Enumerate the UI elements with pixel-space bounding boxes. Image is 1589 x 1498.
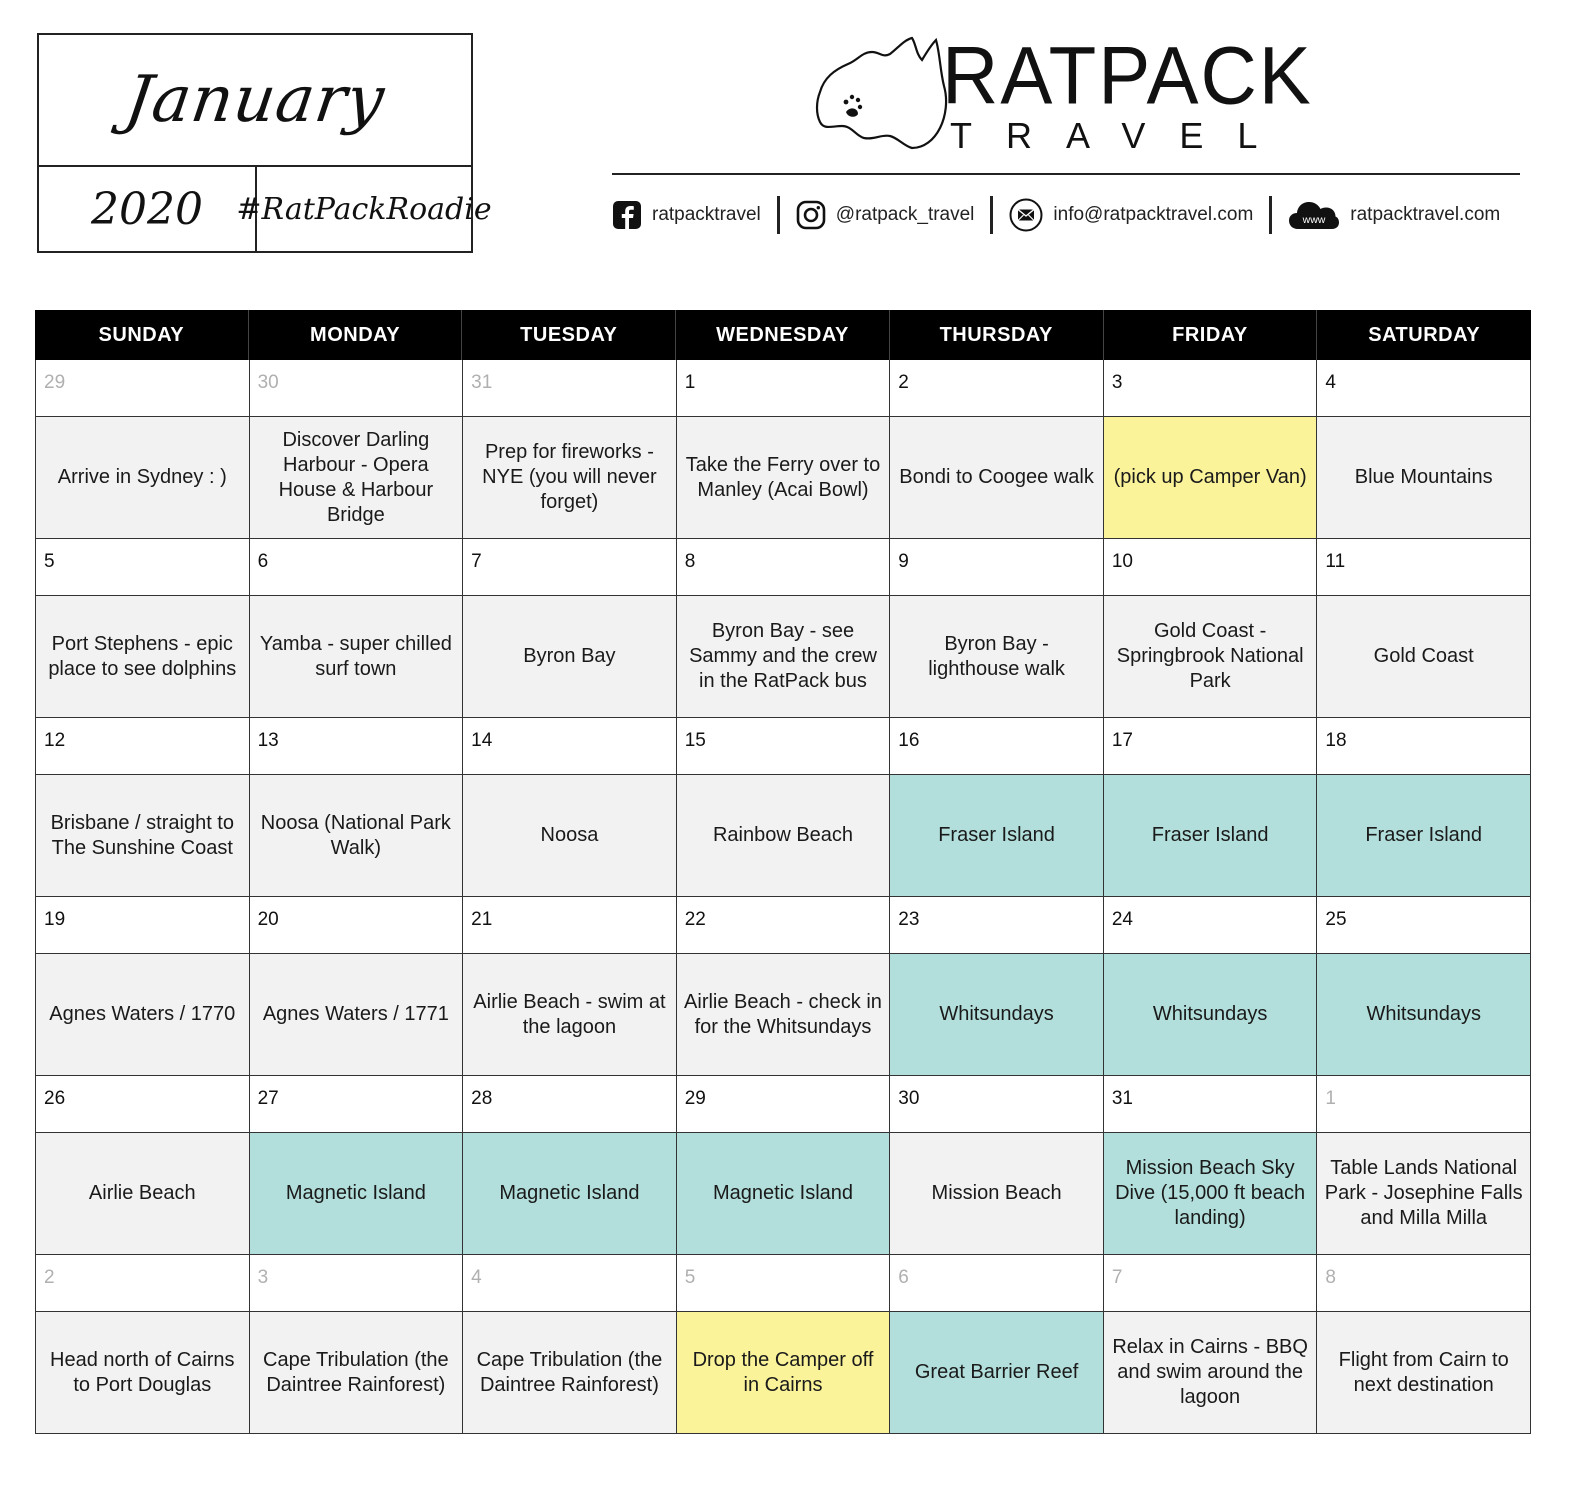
day-event-text: Gold Coast - Springbrook National Park	[1116, 620, 1304, 692]
header-divider	[612, 173, 1520, 175]
day-number: 11	[1317, 539, 1531, 596]
day-number: 31	[463, 360, 677, 417]
day-event-text: Rainbow Beach	[712, 824, 854, 846]
day-event-text: Mission Beach Sky Dive (15,000 ft beach landing)	[1115, 1157, 1306, 1229]
day-event	[36, 1133, 250, 1255]
day-event-text: Cape Tribulation (the Daintree Rainforest)	[263, 1348, 449, 1396]
instagram-handle: @ratpack_travel	[835, 204, 975, 225]
day-event-text: Port Stephens - epic place to see dolphins	[48, 632, 237, 680]
day-event-text: Fraser Island	[1365, 824, 1483, 846]
day-event-text: Gold Coast	[1373, 645, 1474, 667]
weekday-header: SUNDAY	[35, 310, 249, 360]
day-number: 30	[890, 1076, 1104, 1133]
day-number: 4	[463, 1255, 677, 1312]
day-number: 18	[1317, 718, 1531, 775]
website-contact[interactable]	[1288, 199, 1500, 231]
day-event-text: Magnetic Island	[285, 1182, 426, 1204]
day-event-text: Take the Ferry over to Manley (Acai Bowl)	[685, 453, 881, 501]
day-number: 9	[890, 539, 1104, 596]
day-number: 14	[463, 718, 677, 775]
day-event	[677, 417, 891, 539]
day-event-text: Magnetic Island	[499, 1182, 640, 1204]
day-event-text: Drop the Camper off in Cairns	[692, 1348, 874, 1396]
year-label: 2020	[39, 167, 257, 251]
contact-bar	[612, 193, 1520, 237]
day-number: 7	[463, 539, 677, 596]
day-event-text: Blue Mountains	[1354, 466, 1493, 488]
day-event	[1104, 954, 1318, 1076]
day-event	[1104, 417, 1318, 539]
day-event	[1104, 1133, 1318, 1255]
day-event	[1317, 775, 1531, 897]
day-number: 5	[36, 539, 250, 596]
day-event	[677, 775, 891, 897]
day-number: 20	[250, 897, 464, 954]
australia-map-icon	[812, 30, 952, 155]
weekday-header-row	[35, 310, 1531, 360]
day-event-text: Brisbane / straight to The Sunshine Coast	[50, 811, 234, 859]
weekday-header: WEDNESDAY	[676, 310, 890, 360]
day-event	[1104, 775, 1318, 897]
day-number: 25	[1317, 897, 1531, 954]
day-event-text: Relax in Cairns - BBQ and swim around the lagoon	[1112, 1336, 1308, 1408]
day-event	[1104, 1312, 1318, 1434]
day-number: 6	[890, 1255, 1104, 1312]
day-event	[1317, 417, 1531, 539]
day-number: 8	[677, 539, 891, 596]
day-event-text: Great Barrier Reef	[914, 1361, 1079, 1383]
day-event	[36, 954, 250, 1076]
contact-separator	[777, 196, 780, 234]
month-title-area	[39, 35, 471, 167]
day-event	[463, 1312, 677, 1434]
day-event	[890, 1312, 1104, 1434]
facebook-contact[interactable]	[612, 200, 761, 230]
hashtag-label: #RatPackRoadie	[236, 191, 492, 227]
facebook-handle: ratpacktravel	[652, 204, 761, 225]
day-number: 31	[1104, 1076, 1318, 1133]
day-event-text: Mission Beach	[931, 1182, 1062, 1204]
day-event-text: Airlie Beach - check in for the Whitsundays	[684, 990, 882, 1038]
day-number: 3	[1104, 360, 1318, 417]
day-event	[250, 1133, 464, 1255]
contact-separator	[990, 196, 993, 234]
day-number: 24	[1104, 897, 1318, 954]
day-event-text: Table Lands National Park - Josephine Falls and Milla Milla	[1324, 1157, 1523, 1229]
day-event-text: Yamba - super chilled surf town	[259, 632, 452, 680]
day-event	[250, 775, 464, 897]
weekday-header: TUESDAY	[462, 310, 676, 360]
day-event	[463, 596, 677, 718]
day-number: 4	[1317, 360, 1531, 417]
day-event-text: Whitsundays	[1152, 1003, 1268, 1025]
day-event	[1317, 1133, 1531, 1255]
day-number: 17	[1104, 718, 1318, 775]
day-event-text: Byron Bay	[523, 645, 616, 667]
weekday-header: SATURDAY	[1368, 323, 1481, 346]
facebook-icon	[612, 200, 642, 230]
day-event-text: Airlie Beach	[88, 1182, 196, 1204]
day-event	[250, 954, 464, 1076]
day-event-text: Agnes Waters / 1771	[262, 1003, 449, 1025]
instagram-icon	[796, 200, 826, 230]
day-event-text: Byron Bay - see Sammy and the crew in the RatPack bus	[689, 620, 877, 692]
month-title: January	[120, 63, 390, 137]
day-event	[463, 954, 677, 1076]
day-number: 2	[890, 360, 1104, 417]
day-number: 30	[250, 360, 464, 417]
calendar-grid	[35, 360, 1531, 1434]
day-event-text: Byron Bay - lighthouse walk	[928, 632, 1065, 680]
day-event	[36, 1312, 250, 1434]
ratpack-logo	[812, 28, 1313, 160]
day-event-text: Agnes Waters / 1770	[49, 1003, 236, 1025]
calendar	[35, 310, 1531, 1434]
day-event	[890, 775, 1104, 897]
day-event	[463, 775, 677, 897]
day-event	[1317, 954, 1531, 1076]
day-event	[1317, 596, 1531, 718]
month-header-box	[37, 33, 492, 253]
day-event-text: Fraser Island	[938, 824, 1055, 846]
day-number: 22	[677, 897, 891, 954]
day-number: 23	[890, 897, 1104, 954]
day-event	[463, 417, 677, 539]
day-event-text: Prep for fireworks - NYE (you will never forget)	[482, 441, 657, 513]
day-event	[890, 1133, 1104, 1255]
day-event	[1104, 596, 1318, 718]
day-event-text: Flight from Cairn to next destination	[1338, 1348, 1509, 1396]
weekday-header: MONDAY	[249, 310, 463, 360]
day-event-text: Airlie Beach - swim at the lagoon	[473, 990, 666, 1038]
day-event-text: Noosa (National Park Walk)	[260, 811, 451, 859]
day-number: 26	[36, 1076, 250, 1133]
instagram-contact[interactable]	[796, 200, 975, 230]
www-label: www	[1302, 214, 1326, 226]
day-event	[677, 1133, 891, 1255]
day-number: 6	[250, 539, 464, 596]
day-number: 13	[250, 718, 464, 775]
day-number: 15	[677, 718, 891, 775]
day-number: 1	[1317, 1076, 1531, 1133]
day-event-text: Discover Darling Harbour - Opera House & Harbour Bridge	[278, 428, 434, 526]
day-number: 3	[250, 1255, 464, 1312]
day-number: 29	[36, 360, 250, 417]
day-event	[36, 596, 250, 718]
day-number: 29	[677, 1076, 891, 1133]
email-address: info@ratpacktravel.com	[1053, 204, 1254, 225]
email-contact[interactable]	[1009, 198, 1253, 232]
contact-separator	[1269, 196, 1272, 234]
day-event-text: (pick up Camper Van)	[1113, 466, 1307, 488]
www-cloud-icon	[1288, 199, 1340, 231]
day-number: 21	[463, 897, 677, 954]
day-number: 28	[463, 1076, 677, 1133]
day-event-text: Noosa	[540, 824, 599, 846]
day-event	[890, 596, 1104, 718]
day-event	[677, 596, 891, 718]
day-event	[250, 1312, 464, 1434]
day-event	[250, 596, 464, 718]
day-event-text: Magnetic Island	[712, 1182, 854, 1204]
day-event-text: Fraser Island	[1151, 824, 1269, 846]
day-number: 2	[36, 1255, 250, 1312]
day-number: 7	[1104, 1255, 1318, 1312]
day-event	[250, 417, 464, 539]
day-event	[463, 1133, 677, 1255]
day-event	[677, 954, 891, 1076]
day-event	[890, 417, 1104, 539]
day-number: 5	[677, 1255, 891, 1312]
day-number: 19	[36, 897, 250, 954]
day-event-text: Head north of Cairns to Port Douglas	[50, 1348, 235, 1396]
website-url: ratpacktravel.com	[1350, 204, 1501, 225]
day-event	[36, 775, 250, 897]
day-event-text: Whitsundays	[1366, 1003, 1481, 1025]
logo-title: RATPACK	[942, 28, 1313, 122]
weekday-header: THURSDAY	[890, 310, 1104, 360]
day-event-text: Whitsundays	[939, 1003, 1054, 1025]
day-event-text: Bondi to Coogee walk	[899, 466, 1094, 488]
mail-icon	[1009, 198, 1043, 232]
day-number: 8	[1317, 1255, 1531, 1312]
day-number: 16	[890, 718, 1104, 775]
day-event-text: Arrive in Sydney : )	[57, 466, 227, 488]
day-event	[890, 954, 1104, 1076]
day-event	[1317, 1312, 1531, 1434]
day-number: 12	[36, 718, 250, 775]
day-event	[677, 1312, 891, 1434]
day-number: 27	[250, 1076, 464, 1133]
weekday-header: FRIDAY	[1104, 310, 1318, 360]
day-event	[36, 417, 250, 539]
day-number: 1	[677, 360, 891, 417]
day-number: 10	[1104, 539, 1318, 596]
logo-subtitle: TRAVEL	[950, 115, 1292, 156]
day-event-text: Cape Tribulation (the Daintree Rainforest)	[476, 1348, 663, 1396]
